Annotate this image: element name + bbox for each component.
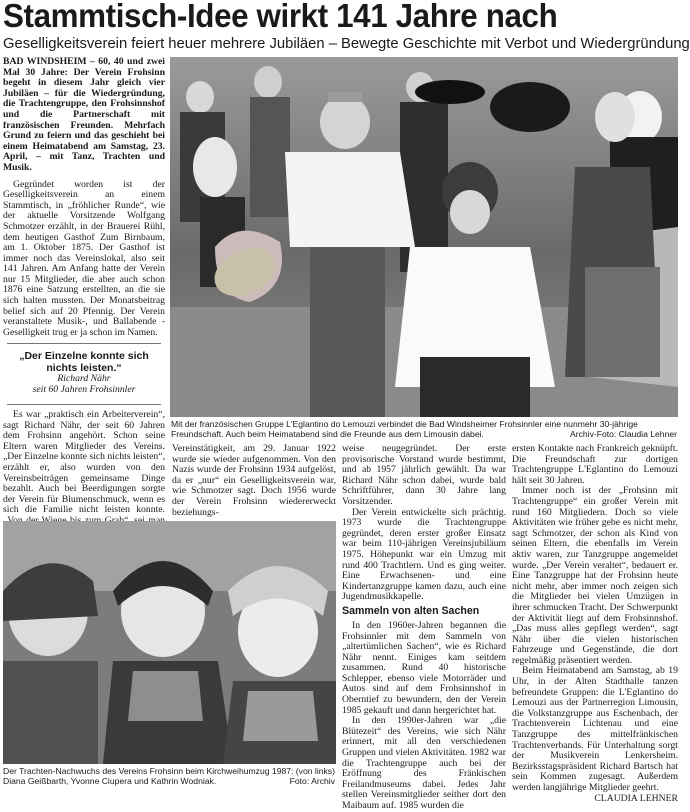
pull-quote-text: „Der Einzelne konnte sich nichts leisten.“ xyxy=(19,350,149,375)
pull-quote-author: Richard Nähr xyxy=(57,373,111,385)
body-paragraph: Beim Heimatabend am Samstag, ab 19 Uhr, in der Alten Stadthalle tanzen befreundete Gruppen: die L'Eglantino do Lemouzi aus der Partnerregion Limousin, die Volkstanzgruppe aus Eschenbach, der Trachtenverein Lichtenau und eine Tanzgruppe des mittelfränkischen Trachtenverbands. Für Unterhaltung sorgt der Musikverein Lenkersheim. Bezirksstagspräsident Richard Bartsch hat sein Kommen zugesagt. Außerdem werden langjährige Mitglieder geehrt. xyxy=(512,665,678,793)
body-paragraph: weise neugegründet. Der erste provisorische Vorstand wurde bestimmt, und ab 1957 jährlich gewählt. Da war Richard Nähr schon dabei, wurde bald Schriftführer, dann 30 Jahre lang Vorsitzender. xyxy=(342,443,506,507)
body-paragraph: ersten Kontakte nach Frankreich geknüpft. Die Freundschaft zur dortigen Trachtengruppe L'Eglantino do Lemouzi hält seit 30 Jahren. xyxy=(512,443,678,486)
body-paragraph: In den 1960er-Jahren begannen die Frohsinnler mit dem Sammeln von „altertümlichen Sachen“, wie es Richard Nähr nennt. Einiges kam seitdem zusammen. Rund 40 historische Schlepper, ebenso viele Motorräder und Autos sind auf dem Frohsinnshof in Oberntief zu bewundern, den der Verein 1985 gekauft und dann hergerichtet hat. xyxy=(342,619,506,716)
body-paragraph: In den 1990er-Jahren war „die Blütezeit“ des Vereins, wie sich Nähr erinnert, mit all den verschiedenen Gruppen und vielen Aktivitäten. 1982 war die Trachtengruppe auch bei der Eröffnung des Fränkischen Freilandmuseums dabei. Jedes Jahr stellen Vereinsmitglieder seither dort den Maibaum auf. 1985 wurden die xyxy=(342,715,506,811)
photo-top-credit: Archiv-Foto: Claudia Lehner xyxy=(570,429,677,439)
photo-top-caption-text: Mit der französischen Gruppe L'Eglantino do Lemouzi verbindet die Bad Windsheimer Frohsinnler eine nunmehr 30-jährige Freundschaft. Auch beim Heimatabend sind die Freunde aus dem Limousin dabei. xyxy=(171,419,638,439)
divider xyxy=(7,343,161,344)
folk-dance-photo xyxy=(170,57,678,417)
body-paragraph: Der Verein entwickelte sich prächtig. 1973 wurde die Trachtengruppe gegründet, deren erster großer Einsatz war beim 110-jährigen Vereinsjubiläum 1975. Höhepunkt war ein Umzug mit rund 400 Trachtlern. Und es ging weiter. Eine Erwachsenen- und eine Kindertanzgruppe kamen dazu, auch eine Jugendmusikkapelle. xyxy=(342,506,506,603)
author-byline: CLAUDIA LEHNER xyxy=(594,792,678,804)
photo-bottom-caption xyxy=(3,766,335,786)
pull-quote xyxy=(3,350,165,396)
children-illustration xyxy=(3,521,336,764)
body-paragraph: Gegründet worden ist der Geselligkeitsverein an einem Stammtisch, in „fröhlicher Runde“, wie der aktuelle Vorsitzende Wolfgang Schmotzer erzählt, in der Brauerei Rühl, dem heutigen Gasthof Zum Birnbaum, am 1. Oktober 1875. Der Gasthof ist immer noch das Vereinslokal, also seit 141 Jahren. Am Anfang hatte der Verein nur 15 Mitglieder, die aber auch schon 1876 eine Satzung erstellten, an die sie sich halten mussten. Der Monatsbeitrag belief sich auf 20 Pfennig. Der Verein veranstaltete Musik-, und Ballabende - Geselligkeit trug er ja schon im Namen. xyxy=(3,178,165,338)
dancers-illustration xyxy=(170,57,678,417)
photo-top-caption xyxy=(171,419,677,439)
section-heading: Sammeln von alten Sachen xyxy=(342,604,480,617)
article-column-3 xyxy=(342,443,506,811)
subheadline: Geselligkeitsverein feiert heuer mehrere Jubiläen – Bewegte Geschichte mit Verbot und Wiedergründung xyxy=(3,36,690,52)
pull-quote-role: seit 60 Jahren Frohsinnler xyxy=(32,384,136,396)
body-paragraph: Vereinstätigkeit, am 29. Januar 1922 wurde sie wieder aufgenommen. Von den Nazis wurde der Frohsinn 1934 aufgelöst, da er „nur“ ein Geselligkeitsverein war, wie Schmotzer sagt. Doch 1956 wurde der Verein Frohsinn wiedererweckt beziehungs- xyxy=(172,443,336,518)
children-costume-photo xyxy=(3,521,336,764)
article-column-2 xyxy=(172,444,336,519)
article-column-4 xyxy=(512,443,678,804)
photo-bottom-caption-text: Der Trachten-Nachwuchs des Vereins Frohsinn beim Kirchweihumzug 1987: (von links) Diana Geißbarth, Yvonne Ciupera und Kathrin Wodniak. xyxy=(3,766,335,786)
photo-bottom-credit: Foto: Archiv xyxy=(289,776,335,786)
divider xyxy=(7,404,161,405)
lead-paragraph: BAD WINDSHEIM – 60, 40 und zwei Mal 30 Jahre: Der Verein Frohsinn begeht in diesem Jahr gleich vier Jubiläen – für die Wiedergründung, die Trachtengruppe, den Frohsinnshof und die Partnerschaft mit französischen Freunden. Mehrfach Grund zu feiern und das geschieht bei einem Heimatabend am Samstag, 23. April, – mit Tanz, Trachten und Musik. xyxy=(3,56,165,173)
body-paragraph: Immer noch ist der „Frohsinn mit Trachtengruppe“ ein großer Verein mit rund 160 Mitgliedern. Doch so viele Aktivitäten wie früher gebe es nicht mehr, sagt Schmotzer, der schon als Kind von seinen Eltern, die ebenfalls im Verein aktiv waren, zur Tanzgruppe angemeldet wurde. „Der Verein veraltet“, bedauert er. Eine Tanzgruppe hat der Frohsinn heute nicht mehr, aber immer noch zeigen sich die Mitglieder bei vielen Umzügen in ihrer schmucken Tracht. Der Schwerpunkt der Aktivität liegt auf dem Frohsinnshof. „Das muss alles gepflegt werden“, sagt Nähr über die vielen historischen Fahrzeuge und Gegenstände, die dort regelmäßig präsentiert werden. xyxy=(512,485,678,666)
article-column-1 xyxy=(3,56,165,516)
headline: Stammtisch-Idee wirkt 141 Jahre nach xyxy=(3,0,558,34)
body-paragraph: Es war „praktisch ein Arbeiterverein“, sagt Richard Nähr, der seit 60 Jahren dem Frohsinn angehört. Schon seine Eltern waren Mitglieder des Vereins. „Der Einzelne konnte sich nichts leisten“, erzählt er, also wurden von den Vereinsbeiträgen gemeinsame Dinge bezahlt. Auch bei Beerdigungen sorgte der Verein für Blumenschmuck, wenn es sich die Familie nicht leisten konnte. xyxy=(3,409,165,516)
